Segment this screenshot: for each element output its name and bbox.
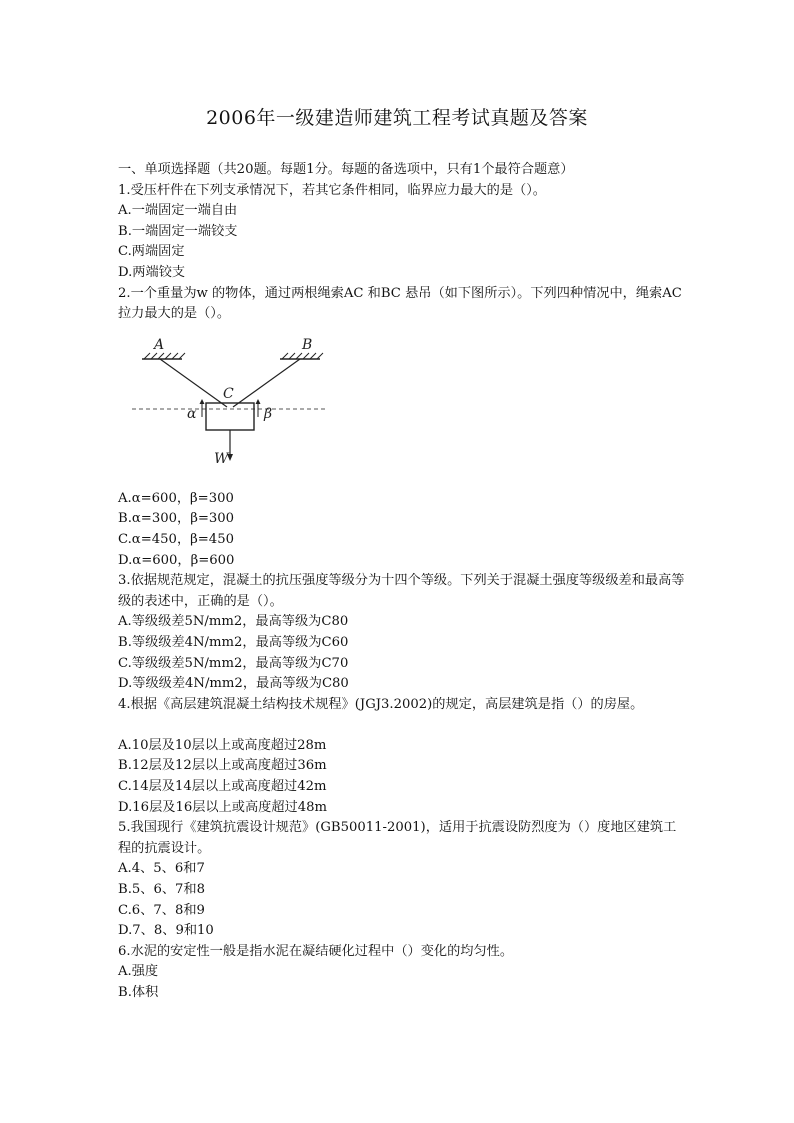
option-d: D.两端铰支	[118, 264, 186, 280]
option-b: B.等级级差4N/mm2，最高等级为C60	[118, 634, 349, 650]
option-a: A.等级级差5N/mm2，最高等级为C80	[118, 614, 349, 630]
exam-content	[118, 160, 688, 1004]
question-stem: 6.水泥的安定性一般是指水泥在凝结硬化过程中（）变化的均匀性。	[118, 943, 514, 959]
rope-bc	[233, 359, 300, 407]
option-d: D.7、8、9和10	[118, 923, 214, 939]
option-d: D.16层及16层以上或高度超过48m	[118, 799, 328, 815]
question-stem: 3.依据规范规定，混凝土的抗压强度等级分为十四个等级。下列关于混凝土强度等级级差和最高等级的表述中，正确的是（）。	[118, 573, 685, 609]
option-a: A.10层及10层以上或高度超过28m	[118, 737, 327, 753]
rope-diagram	[130, 337, 330, 467]
question-5	[118, 818, 688, 942]
weight-box	[206, 403, 254, 430]
label-a: A	[154, 336, 165, 353]
label-beta: β	[264, 405, 273, 422]
option-c: C.等级级差5N/mm2，最高等级为C70	[118, 655, 349, 671]
option-b: B.5、6、7和8	[118, 882, 206, 898]
beta-arrowhead	[256, 399, 261, 404]
option-c: C.α=450，β=450	[118, 531, 234, 547]
question-2	[118, 284, 688, 572]
question-4	[118, 695, 688, 819]
label-b: B	[302, 336, 313, 353]
option-b: B.α=300，β=300	[118, 511, 235, 527]
blank-line	[118, 715, 688, 736]
label-alpha: α	[187, 405, 197, 422]
question-stem: 1.受压杆件在下列支承情况下，若其它条件相同，临界应力最大的是（）。	[118, 182, 546, 198]
option-c: C.14层及14层以上或高度超过42m	[118, 779, 327, 795]
option-b: B.12层及12层以上或高度超过36m	[118, 758, 327, 774]
question-6	[118, 942, 688, 1004]
question-stem: 5.我国现行《建筑抗震设计规范》(GB50011-2001)，适用于抗震设防烈度为（）度地区建筑工程的抗震设计。	[118, 820, 677, 856]
section-header: 一、单项选择题（共20题。每题1分。每题的备选项中，只有1个最符合题意）	[118, 162, 574, 177]
alpha-arrowhead	[200, 399, 205, 404]
option-a: A.一端固定一端自由	[118, 203, 238, 219]
question-3	[118, 571, 688, 695]
label-w: W	[214, 450, 229, 467]
question-stem: 4.根据《高层建筑混凝土结构技术规程》(JGJ3.2002)的规定，高层建筑是指（）的房屋。	[118, 696, 644, 712]
option-c: C.6、7、8和9	[118, 902, 205, 918]
option-a: A.4、5、6和7	[118, 861, 205, 877]
option-b: B.体积	[118, 985, 159, 1000]
hatch-right	[282, 353, 323, 359]
option-a: A.强度	[118, 964, 159, 980]
question-stem: 2.一个重量为w 的物体，通过两根绳索AC 和BC 悬吊（如下图所示）。下列四种情况中，绳索AC 拉力最大的是（）。	[118, 285, 682, 322]
option-c: C.两端固定	[118, 244, 185, 260]
hatch-left	[144, 353, 185, 359]
option-d: D.等级级差4N/mm2，最高等级为C80	[118, 676, 349, 692]
document-title: 2006年一级建造师建筑工程考试真题及答案	[206, 107, 588, 129]
question-1	[118, 181, 688, 284]
option-a: A.α=600，β=300	[118, 490, 234, 506]
option-d: D.α=600，β=600	[118, 552, 235, 568]
option-b: B.一端固定一端铰支	[118, 223, 238, 239]
rope-ac	[160, 359, 227, 407]
label-c: C	[223, 385, 234, 402]
rope-suspension-figure	[130, 337, 330, 467]
